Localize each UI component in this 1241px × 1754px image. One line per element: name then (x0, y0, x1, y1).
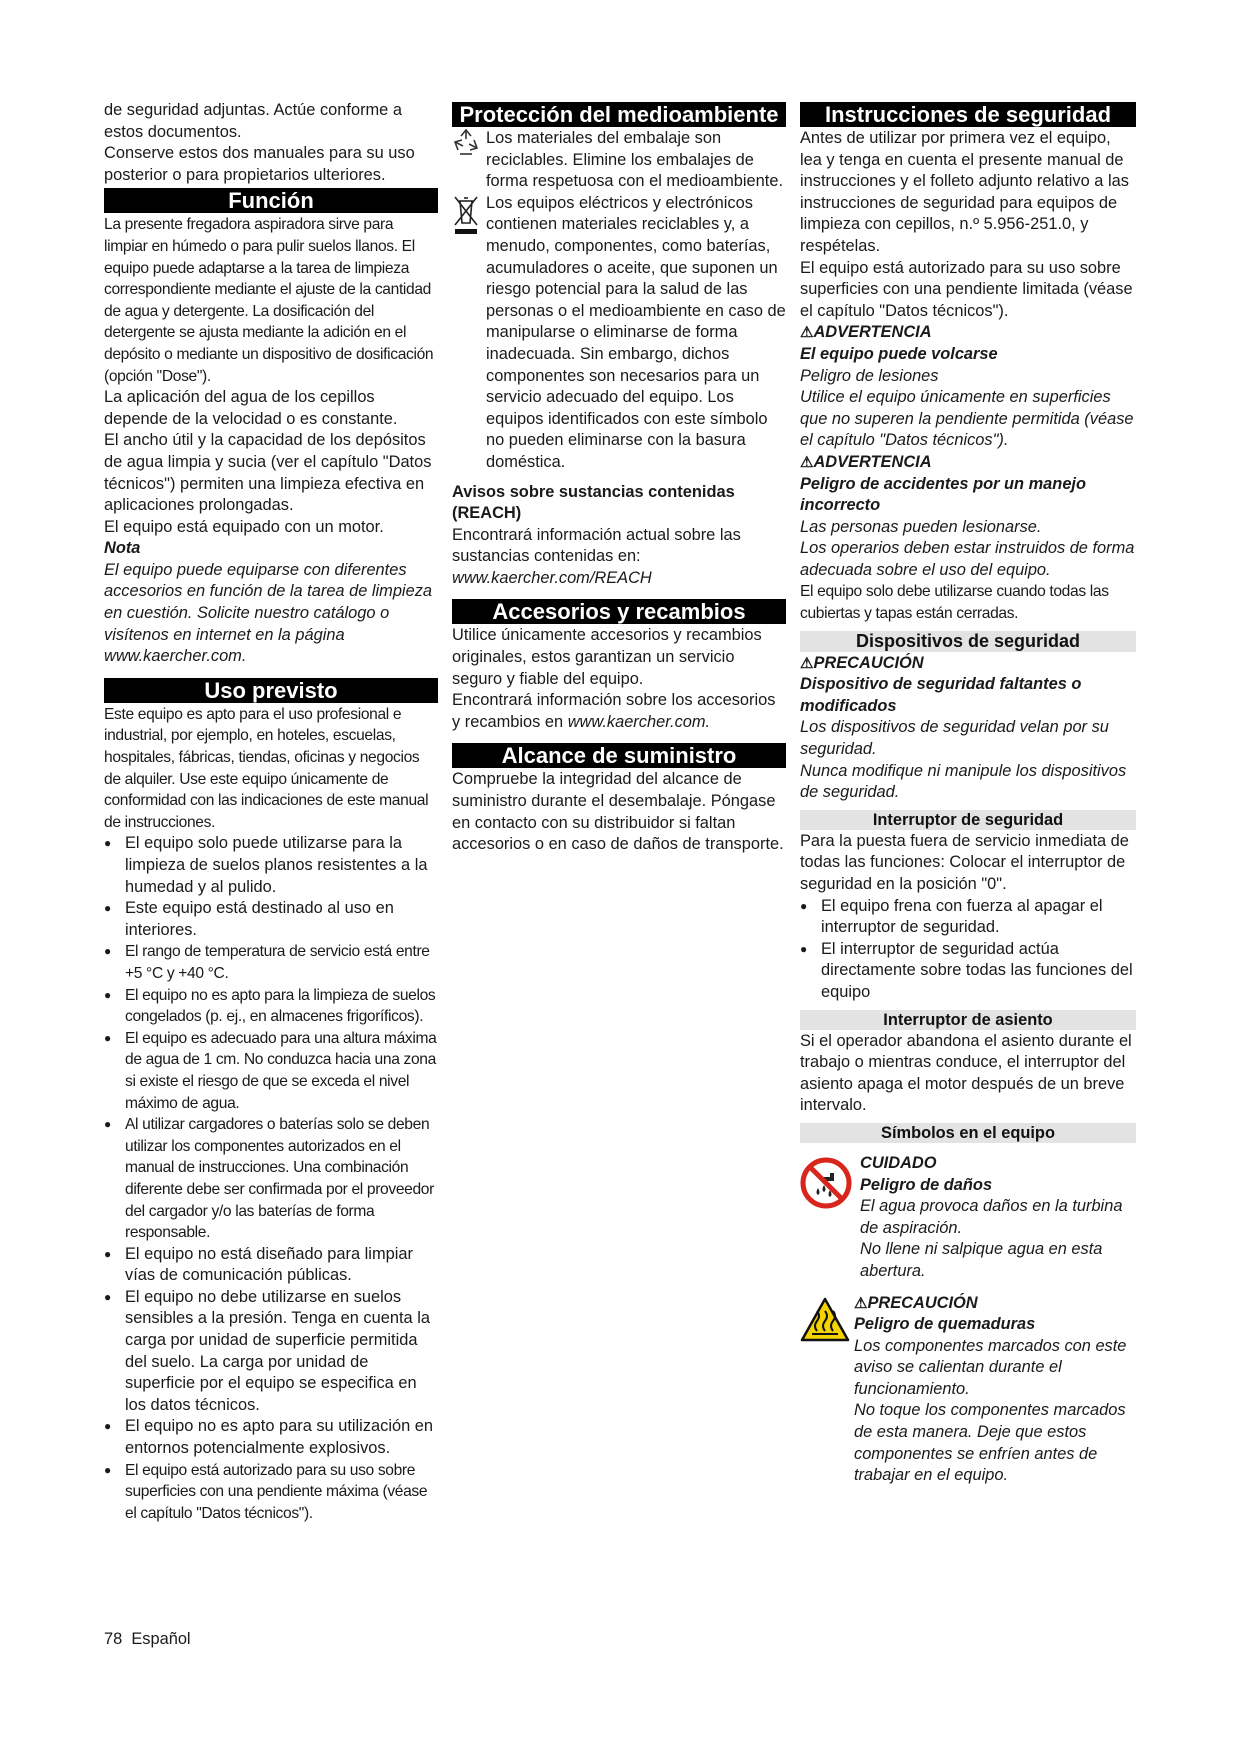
warning-label-text: ADVERTENCIA (813, 323, 932, 342)
column-right (800, 100, 1136, 1487)
heading-simbolos-equipo: Símbolos en el equipo (800, 1123, 1136, 1143)
page-language: Español (131, 1630, 191, 1648)
warning-title: Peligro de accidentes por un manejo incorrecto (800, 474, 1086, 515)
warning-line: Peligro de lesiones (800, 366, 939, 385)
heading-instrucciones-seguridad: Instrucciones de seguridad (800, 102, 1136, 127)
accesorios-text: Utilice únicamente accesorios y recambios originales, estos garantizan un servicio seguro y fiable del equipo. (452, 626, 762, 688)
accesorios-info-body: Encontrará información sobre los accesorios y recambios en (452, 691, 776, 731)
recycle-text: Los materiales del embalaje son reciclables. Elimine los embalajes de forma respetuosa con el medioambiente. (486, 129, 784, 191)
warning-label-text: ADVERTENCIA (813, 452, 932, 471)
weee-block (452, 193, 786, 474)
warning-triangle-icon: ⚠ (854, 1294, 868, 1312)
list-item: ● Este equipo está destinado al uso en interiores. (104, 898, 438, 941)
list-item: ● El equipo está autorizado para su uso sobre superficies con una pendiente máxima (véase el capítulo "Datos técnicos"). (104, 1460, 438, 1525)
column-middle (452, 100, 786, 856)
heading-proteccion-medioambiente: Protección del medioambiente (452, 102, 786, 127)
uso-intro: Este equipo es apto para el uso profesional e industrial, por ejemplo, en hoteles, escuelas, hospitales, fábricas, tiendas, oficinas y negocios de alquiler. Use este equipo únicamente de conformidad con las indicaciones de este manual de instrucciones. (104, 705, 429, 831)
symbol-title: Peligro de quemaduras (854, 1315, 1036, 1334)
warning-label (800, 452, 1136, 474)
symbol-text (854, 1293, 1136, 1487)
list-item: ● El interruptor de seguridad actúa directamente sobre todas las funciones del equipo (800, 939, 1136, 1004)
asiento-text: Si el operador abandona el asiento durante el trabajo o mientras conduce, el interruptor del asiento apaga el motor después de un breve intervalo. (800, 1031, 1132, 1115)
caution-line: Los dispositivos de seguridad velan por su seguridad. (800, 718, 1109, 759)
heading-alcance-suministro: Alcance de suministro (452, 743, 786, 768)
heading-accesorios-recambios: Accesorios y recambios (452, 599, 786, 624)
symbol-text (860, 1153, 1136, 1283)
symbol-label: CUIDADO (860, 1153, 937, 1172)
funcion-paragraph: El ancho útil y la capacidad de los depósitos de agua limpia y sucia (ver el capítulo "Datos técnicos") permiten una limpieza efectiva en aplicaciones prolongadas. (104, 431, 432, 515)
caution-title: Dispositivo de seguridad faltantes o modificados (800, 675, 1082, 715)
reach-link[interactable]: www.kaercher.com/REACH (452, 568, 652, 587)
warning-line: Los operarios deben estar instruidos de forma adecuada sobre el uso del equipo. (800, 539, 1135, 579)
warning-triangle-icon: ⚠ (800, 324, 814, 342)
funcion-paragraph: La aplicación del agua de los cepillos depende de la velocidad o es constante. (104, 388, 398, 428)
crossed-bin-icon (452, 193, 486, 244)
symbol-line: No llene ni salpique agua en esta abertura. (860, 1240, 1103, 1280)
weee-text: Los equipos eléctricos y electrónicos contienen materiales reciclables y, a menudo, componentes, como baterías, acumuladores o aceite, que suponen un riesgo potencial para la salud de las personas o el medioambiente en caso de manipularse o eliminarse de forma inadecuada. Sin embargo, dichos componentes son necesarios para un servicio adecuado del equipo. Los equipos identificados con este símbolo no pueden eliminarse con la basura doméstica. (486, 193, 786, 471)
list-item: ● El equipo no debe utilizarse en suelos sensibles a la presión. Tenga en cuenta la carga por unidad de superficie permitida del suelo. La carga por unidad de superficie por el equipo se especifica en los datos técnicos. (104, 1287, 438, 1417)
intro-paragraph: Conserve estos dos manuales para su uso posterior o para propietarios ulteriores. (104, 144, 415, 184)
symbol-hot-surface (800, 1293, 1136, 1487)
note-text: El equipo puede equiparse con diferentes accesorios en función de la tarea de limpieza en cuestión. Solicite nuestro catálogo o visítenos en internet en la página www.kaercher.com. (104, 560, 433, 666)
reach-text (452, 525, 786, 590)
recycle-block (452, 128, 786, 193)
interruptor-text: Para la puesta fuera de servicio inmediata de todas las funciones: Colocar el interruptor de seguridad en la posición "0". (800, 831, 1129, 893)
warning-line: Utilice el equipo únicamente en superficies que no superen la pendiente permitida (véase el capítulo "Datos técnicos"). (800, 388, 1134, 450)
accesorios-info (452, 690, 786, 733)
funcion-paragraph: La presente fregadora aspiradora sirve para limpiar en húmedo o para pulir suelos llanos. El equipo puede adaptarse a la tarea de limpieza correspondiente mediante el ajuste de la cantidad de agua y detergente. La dosificación del detergente se ajusta mediante la adición en el depósito o mediante un dispositivo de dosificación (opción "Dose"). (104, 216, 434, 385)
warning-label (800, 322, 1136, 344)
list-item: ● Al utilizar cargadores o baterías solo se deben utilizar los componentes autorizados en el manual de instrucciones. Una combinación diferente debe ser confirmada por el proveedor del cargador y/o las baterías de forma responsable. (104, 1114, 438, 1244)
symbol-no-water (800, 1153, 1136, 1283)
uso-list (104, 833, 438, 1524)
page-footer (104, 1630, 191, 1649)
list-item: ● El equipo no es apto para la limpieza de suelos congelados (p. ej., en almacenes frigoríficos). (104, 985, 438, 1028)
seguridad-text: El equipo solo debe utilizarse cuando todas las cubiertas y tapas están cerradas. (800, 583, 1109, 623)
warning-triangle-icon: ⚠ (800, 654, 814, 672)
symbol-label-text: PRECAUCIÓN (867, 1293, 978, 1312)
hot-surface-icon (800, 1293, 854, 1350)
symbol-line: El agua provoca daños en la turbina de aspiración. (860, 1197, 1123, 1237)
warning-line: Las personas pueden lesionarse. (800, 517, 1042, 536)
accesorios-link[interactable]: www.kaercher.com. (567, 712, 711, 731)
reach-heading: Avisos sobre sustancias contenidas (REACH) (452, 482, 735, 523)
seguridad-text: Antes de utilizar por primera vez el equipo, lea y tenga en cuenta el presente manual de instrucciones y el folleto adjunto relativo a las instrucciones de seguridad para equipos de limpieza con cepillos, n.º 5.956-251.0, y respételas. (800, 129, 1129, 255)
no-water-icon (800, 1153, 860, 1216)
list-item: ● El equipo no está diseñado para limpiar vías de comunicación públicas. (104, 1244, 438, 1287)
heading-uso-previsto: Uso previsto (104, 678, 438, 703)
heading-interruptor-seguridad: Interruptor de seguridad (800, 810, 1136, 830)
list-item: ● El equipo solo puede utilizarse para la limpieza de suelos planos resistentes a la humedad y al pulido. (104, 833, 438, 898)
alcance-text: Compruebe la integridad del alcance de suministro durante el desembalaje. Póngase en contacto con su distribuidor si faltan accesorios o en caso de daños de transporte. (452, 770, 784, 854)
list-item: ● El rango de temperatura de servicio está entre +5 °C y +40 °C. (104, 941, 438, 984)
seguridad-text: El equipo está autorizado para su uso sobre superficies con una pendiente limitada (véase el capítulo "Datos técnicos"). (800, 258, 1133, 320)
note-label: Nota (104, 539, 141, 558)
symbol-line: No toque los componentes marcados de esta manera. Deje que estos componentes se enfríen antes de trabajar en el equipo. (854, 1401, 1126, 1485)
list-item: ● El equipo es adecuado para una altura máxima de agua de 1 cm. No conduzca hacia una zona si existe el riesgo de que se exceda el nivel máximo de agua. (104, 1028, 438, 1114)
caution-line: Nunca modifique ni manipule los dispositivos de seguridad. (800, 761, 1127, 802)
warning-title: El equipo puede volcarse (800, 344, 998, 363)
heading-dispositivos-seguridad: Dispositivos de seguridad (800, 631, 1136, 652)
list-item: ● El equipo frena con fuerza al apagar el interruptor de seguridad. (800, 896, 1136, 939)
list-item: ● El equipo no es apto para su utilización en entornos potencialmente explosivos. (104, 1416, 438, 1459)
heading-funcion: Función (104, 188, 438, 213)
funcion-paragraph: El equipo está equipado con un motor. (104, 517, 384, 536)
caution-label (800, 653, 1136, 675)
heading-interruptor-asiento: Interruptor de asiento (800, 1010, 1136, 1030)
recycle-icon (452, 128, 486, 165)
symbol-line: Los componentes marcados con este aviso se calientan durante el funcionamiento. (854, 1336, 1127, 1398)
interruptor-list (800, 896, 1136, 1004)
caution-label-text: PRECAUCIÓN (813, 653, 924, 672)
page-number: 78 (104, 1630, 123, 1648)
intro-paragraph: de seguridad adjuntas. Actúe conforme a estos documentos. (104, 101, 402, 141)
symbol-title: Peligro de daños (860, 1175, 993, 1194)
reach-text-body: Encontrará información actual sobre las sustancias contenidas en: (452, 525, 741, 566)
warning-triangle-icon: ⚠ (800, 453, 814, 471)
symbol-label (854, 1293, 1136, 1315)
column-left (104, 100, 438, 1524)
